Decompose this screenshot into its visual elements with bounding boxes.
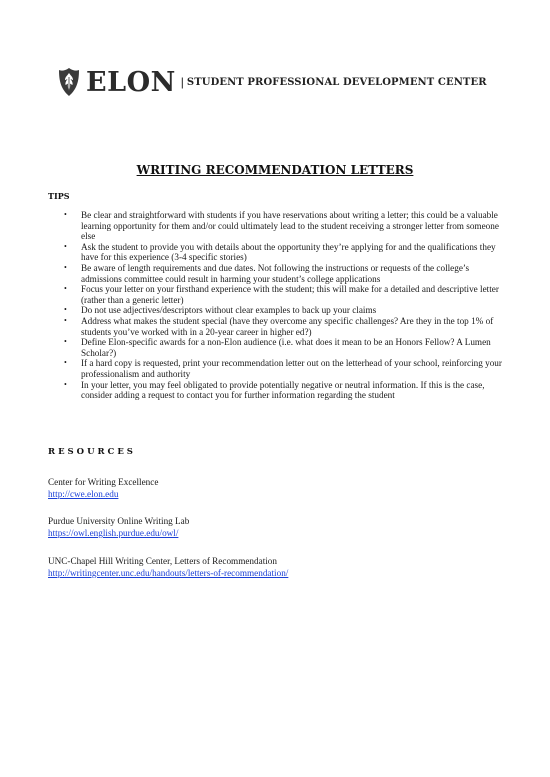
bullet-icon: • [64,284,67,294]
tip-item: • Be clear and straightforward with students if you have reservations about writing a letter; this could be a valuable learning opportunity for them and/or could ultimately lead to the student receiving a stronger letter from someone else [64,210,499,242]
resource-name: Purdue University Online Writing Lab [48,516,190,526]
resource-entry [48,476,158,500]
bullet-icon: • [64,210,67,219]
tip-item: • Define Elon-specific awards for a non-Elon audience (i.e. what does it mean to be an Honors Fellow? A Lumen Scholar?) [64,337,491,358]
tip-item: • Focus your letter on your firsthand experience with the student; this will make for a detailed and descriptive letter (rather than a generic letter) [64,284,499,305]
bullet-icon: • [64,337,67,347]
tip-item: • In your letter, you may feel obligated to provide potentially negative or neutral information. If this is the case, consider adding a request to contact you for further information regarding the student [64,379,485,401]
tips-heading: TIPS [48,191,70,201]
header-separator: | [180,75,184,89]
resource-entry [48,555,288,579]
bullet-icon: • [64,379,67,389]
tip-item: • Do not use adjectives/descriptors without clear examples to back up your claims [64,305,377,316]
tip-item: • Be aware of length requirements and due dates. Not following the instructions or requests of the college’s admissions committee could result in harming your student’s college applications [64,262,470,284]
resource-link[interactable]: https://owl.english.purdue.edu/owl/ [48,528,179,538]
tip-item: • If a hard copy is requested, print your recommendation letter out on the letterhead of your school, reinforcing your professionalism and authority [64,358,502,379]
bullet-icon: • [64,315,67,325]
bullet-icon: • [64,358,67,368]
bullet-icon: • [64,305,67,315]
elon-logo [58,67,176,97]
document-title: WRITING RECOMMENDATION LETTERS [136,163,414,177]
tips-list [64,210,508,401]
elon-wordmark: ELON [86,66,176,98]
resource-link[interactable]: http://writingcenter.unc.edu/handouts/letters-of-recommendation/ [48,568,289,578]
tip-item: • Address what makes the student special (have they overcome any specific challenges? Are they in the top 1% of students you’ve worked with in a 20-year career in higher ed?) [64,315,494,337]
resource-entry [48,515,189,539]
oak-leaf-shield-icon [58,67,80,97]
resource-link[interactable]: http://cwe.elon.edu [48,489,119,499]
resource-name: UNC-Chapel Hill Writing Center, Letters of Recommendation [48,556,277,566]
letterhead [58,66,487,98]
resources-heading: RESOURCES [48,447,136,457]
bullet-icon: • [64,241,67,251]
tip-item: • Ask the student to provide you with details about the opportunity they’re applying for and the qualifications they have for this experience (3-4 specific stories) [64,241,496,263]
bullet-icon: • [64,262,67,272]
department-name: STUDENT PROFESSIONAL DEVELOPMENT CENTER [186,76,487,88]
resource-name: Center for Writing Excellence [48,477,159,487]
